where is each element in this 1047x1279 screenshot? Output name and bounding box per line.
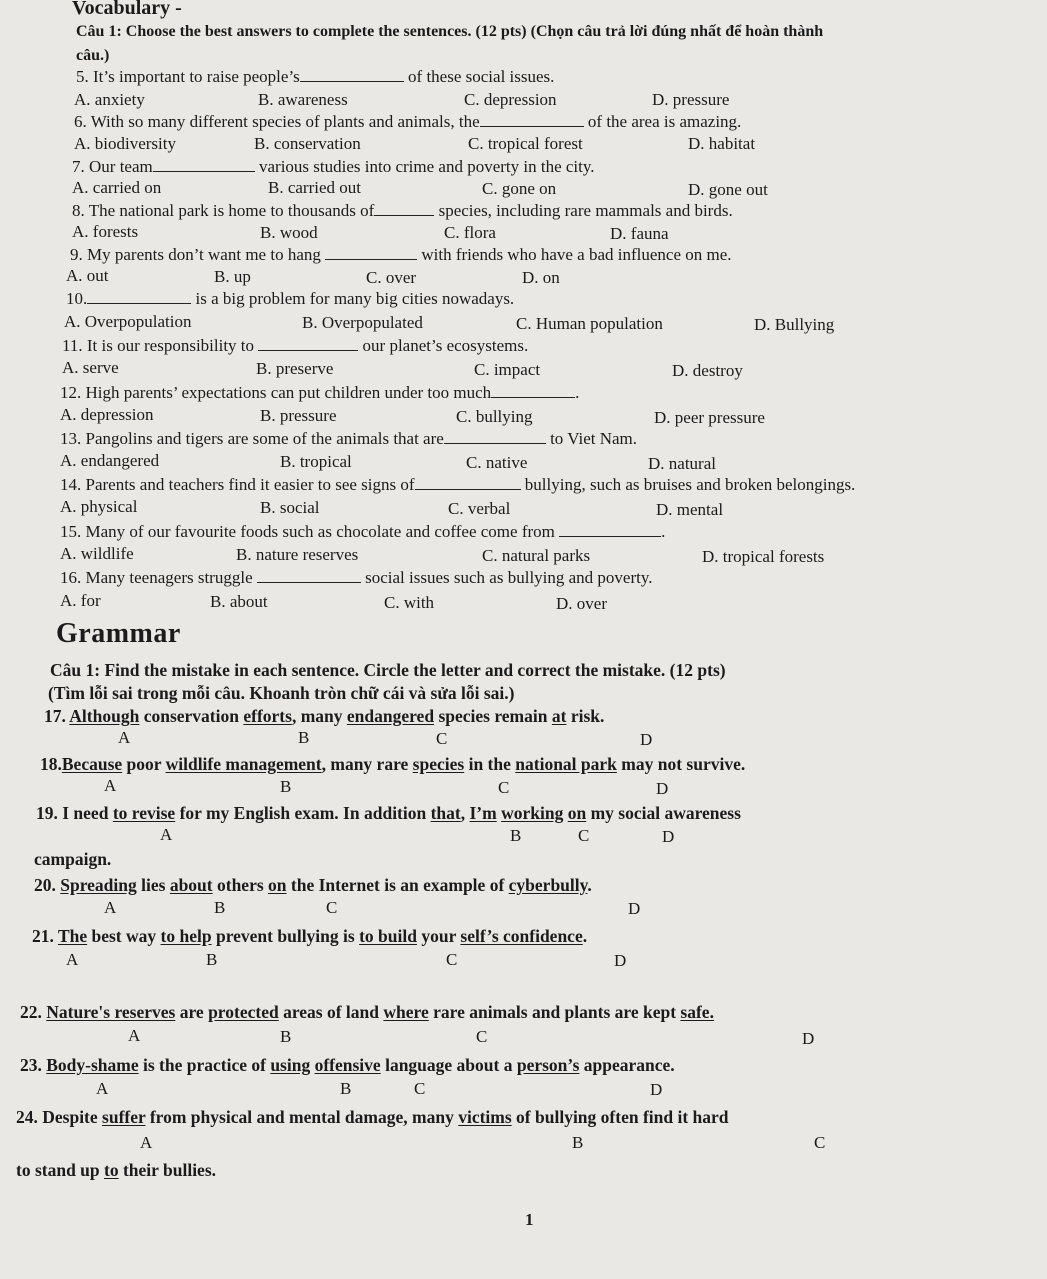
answer-blank[interactable] xyxy=(491,396,575,398)
underlined-a[interactable]: Spreading xyxy=(60,875,137,895)
option-b[interactable]: B. preserve xyxy=(256,359,334,378)
underlined-a[interactable]: suffer xyxy=(102,1107,146,1127)
letter-b[interactable]: B xyxy=(214,898,226,917)
letter-b[interactable]: B xyxy=(280,1027,292,1046)
option-c[interactable]: C. depression xyxy=(464,90,557,109)
question-22 xyxy=(20,1002,714,1022)
question-6-stem: 6. With so many different species of plants and animals, the xyxy=(74,112,480,131)
question-7 xyxy=(72,157,595,177)
question-11-stem: 11. It is our responsibility to xyxy=(62,336,255,355)
vocabulary-instruction: Câu 1: Choose the best answers to complete the sentences. (12 pts) (Chọn câu trả lời đúng nhất để hoàn thành xyxy=(76,23,824,40)
letter-a[interactable]: A xyxy=(96,1079,109,1098)
option-b[interactable]: B. wood xyxy=(260,223,318,242)
question-5-tail: of these social issues. xyxy=(408,67,555,86)
letter-d[interactable]: D xyxy=(662,827,675,846)
underlined-a[interactable]: Body-shame xyxy=(46,1055,139,1075)
option-d[interactable]: D. peer pressure xyxy=(654,408,765,427)
underlined-d[interactable]: safe. xyxy=(680,1002,714,1022)
question-15-stem: 15. Many of our favourite foods such as chocolate and coffee come from xyxy=(60,522,555,541)
underlined-b[interactable]: protected xyxy=(208,1002,279,1022)
question-17 xyxy=(44,706,604,726)
option-a[interactable]: A. endangered xyxy=(60,451,160,470)
question-13-tail: to Viet Nam. xyxy=(550,429,638,448)
text: 19. I need xyxy=(36,803,113,823)
letter-a[interactable]: A xyxy=(118,728,131,747)
option-c[interactable]: C. verbal xyxy=(448,499,511,518)
answer-blank[interactable] xyxy=(374,214,434,216)
underlined-a[interactable]: to revise xyxy=(112,803,176,823)
letter-c[interactable]: C xyxy=(414,1079,426,1098)
underlined-d[interactable]: national park xyxy=(515,754,617,774)
question-18 xyxy=(40,754,745,774)
question-6-tail: of the area is amazing. xyxy=(587,112,742,131)
letter-c[interactable]: C xyxy=(814,1133,826,1152)
question-7-stem: 7. Our team xyxy=(72,157,153,176)
text: for my English exam. In addition xyxy=(175,803,431,823)
option-b[interactable]: B. social xyxy=(260,498,320,517)
question-7-tail: various studies into crime and poverty in the city. xyxy=(258,157,595,176)
option-b[interactable]: B. awareness xyxy=(258,90,348,109)
option-a[interactable]: A. Overpopulation xyxy=(64,312,192,331)
page-number: 1 xyxy=(525,1210,534,1229)
underlined-c[interactable]: where xyxy=(383,1002,429,1022)
letter-d[interactable]: D xyxy=(640,730,653,749)
underlined-c[interactable]: on xyxy=(268,875,287,895)
vocabulary-instruction-cont: câu.) xyxy=(76,47,110,64)
underlined-d[interactable]: at xyxy=(551,706,567,726)
question-11 xyxy=(62,336,528,356)
underlined-b[interactable]: efforts xyxy=(243,706,292,726)
underlined-a[interactable]: Nature's reserves xyxy=(46,1002,176,1022)
question-8-stem: 8. The national park is home to thousands of xyxy=(72,201,375,220)
underlined-d[interactable]: self’s confidence xyxy=(460,926,583,946)
option-a[interactable]: A. biodiversity xyxy=(74,134,176,153)
text: 20. xyxy=(34,875,61,895)
option-d[interactable]: D. on xyxy=(522,268,560,287)
option-a[interactable]: A. out xyxy=(66,266,109,285)
underlined-a[interactable]: Although xyxy=(69,706,140,726)
underlined-b[interactable]: that xyxy=(430,803,461,823)
text: rare animals and plants are kept xyxy=(428,1002,681,1022)
letter-c[interactable]: C xyxy=(476,1027,488,1046)
question-19 xyxy=(36,803,741,823)
text: conservation xyxy=(139,706,244,726)
text: poor xyxy=(122,754,166,774)
letter-d[interactable]: D xyxy=(628,899,641,918)
text: others xyxy=(212,875,269,895)
text: 24. Despite xyxy=(16,1107,103,1127)
text: from physical and mental damage, many xyxy=(145,1107,459,1127)
option-b[interactable]: B. carried out xyxy=(268,178,361,197)
question-15-tail: . xyxy=(661,522,666,541)
question-13-stem: 13. Pangolins and tigers are some of the animals that are xyxy=(60,429,444,448)
letter-d[interactable]: D xyxy=(656,779,669,798)
letter-d[interactable]: D xyxy=(650,1080,663,1099)
question-14-stem: 14. Parents and teachers find it easier to see signs of xyxy=(60,475,415,494)
option-d[interactable]: D. natural xyxy=(648,454,716,473)
answer-blank[interactable] xyxy=(258,349,358,351)
question-19-cont: campaign. xyxy=(34,849,112,869)
text: in the xyxy=(464,754,516,774)
option-c[interactable]: C. tropical forest xyxy=(468,134,583,153)
text: lies xyxy=(136,875,170,895)
underlined-a[interactable]: Because xyxy=(61,754,123,774)
option-a[interactable]: A. forests xyxy=(72,222,139,241)
text: may not survive. xyxy=(616,754,746,774)
letter-a[interactable]: A xyxy=(66,950,79,969)
text: species remain xyxy=(434,706,552,726)
text: 17. xyxy=(44,706,70,726)
option-d[interactable]: D. gone out xyxy=(688,180,768,199)
text: language about a xyxy=(380,1055,517,1075)
option-d[interactable]: D. fauna xyxy=(610,224,669,243)
option-c[interactable]: C. bullying xyxy=(456,407,533,426)
grammar-instruction-vi: (Tìm lỗi sai trong mỗi câu. Khoanh tròn chữ cái và sửa lỗi sai.) xyxy=(48,683,515,703)
question-13 xyxy=(60,429,637,449)
option-b[interactable]: B. nature reserves xyxy=(236,545,359,564)
underlined-c[interactable]: endangered xyxy=(346,706,435,726)
option-c[interactable]: C. gone on xyxy=(482,179,557,198)
underlined-b[interactable]: wildlife management xyxy=(165,754,322,774)
underlined-c[interactable]: species xyxy=(412,754,465,774)
option-d[interactable]: D. habitat xyxy=(688,134,756,153)
answer-blank[interactable] xyxy=(559,535,661,537)
text: your xyxy=(416,926,461,946)
option-a[interactable]: A. physical xyxy=(60,497,138,516)
vocabulary-title: Vocabulary - xyxy=(72,0,182,19)
text: , xyxy=(460,803,470,823)
letter-b[interactable]: B xyxy=(510,826,522,845)
option-c[interactable]: C. flora xyxy=(444,223,496,242)
text: prevent bullying is xyxy=(211,926,360,946)
text: 18. xyxy=(40,754,62,774)
grammar-title: Grammar xyxy=(56,618,181,649)
option-d[interactable]: D. over xyxy=(556,594,607,613)
question-14-tail: bullying, such as bruises and broken belongings. xyxy=(524,475,856,494)
option-c[interactable]: C. Human population xyxy=(516,314,663,333)
answer-blank[interactable] xyxy=(257,581,361,583)
text: their bullies. xyxy=(118,1160,217,1180)
option-b[interactable]: B. about xyxy=(210,592,268,611)
letter-b[interactable]: B xyxy=(298,728,310,747)
option-c[interactable]: C. with xyxy=(384,593,435,612)
letter-b[interactable]: B xyxy=(206,950,218,969)
letter-d[interactable]: D xyxy=(802,1029,815,1048)
option-c[interactable]: C. natural parks xyxy=(482,546,591,565)
text: , many rare xyxy=(321,754,413,774)
letter-c[interactable]: C xyxy=(498,778,510,797)
underlined-c2[interactable]: working xyxy=(501,803,564,823)
question-10-tail: is a big problem for many big cities nowadays. xyxy=(195,289,515,308)
question-16-tail: social issues such as bullying and poverty. xyxy=(365,568,653,587)
question-12 xyxy=(60,383,579,403)
letter-c[interactable]: C xyxy=(436,729,448,748)
option-a[interactable]: A. serve xyxy=(62,358,119,377)
question-14 xyxy=(60,475,855,495)
text: risk. xyxy=(566,706,605,726)
question-15 xyxy=(60,522,665,542)
question-21 xyxy=(32,926,587,946)
answer-blank[interactable] xyxy=(480,125,584,127)
letter-b[interactable]: B xyxy=(340,1079,352,1098)
underlined-c1[interactable]: I’m xyxy=(469,803,497,823)
option-b[interactable]: B. up xyxy=(214,267,251,286)
letter-a[interactable]: A xyxy=(140,1133,153,1152)
letter-c[interactable]: C xyxy=(326,898,338,917)
text: my social awareness xyxy=(586,803,741,823)
question-10 xyxy=(66,289,514,309)
underlined-b[interactable]: about xyxy=(169,875,213,895)
question-5-stem: 5. It’s important to raise people’s xyxy=(76,67,300,86)
answer-blank[interactable] xyxy=(325,258,417,260)
text: best way xyxy=(87,926,161,946)
underlined-c[interactable]: to build xyxy=(359,926,417,946)
text: 22. xyxy=(20,1002,47,1022)
letter-a[interactable]: A xyxy=(160,825,173,844)
underlined-b[interactable]: victims xyxy=(458,1107,512,1127)
underlined-d[interactable]: on xyxy=(567,803,587,823)
question-6 xyxy=(74,112,741,132)
text: are xyxy=(175,1002,209,1022)
text: , many xyxy=(291,706,347,726)
option-d[interactable]: D. destroy xyxy=(672,361,743,380)
question-24-cont xyxy=(16,1160,216,1180)
text: . xyxy=(587,875,592,895)
option-b[interactable]: B. tropical xyxy=(280,452,352,471)
option-a[interactable]: A. carried on xyxy=(72,178,162,197)
letter-c[interactable]: C xyxy=(446,950,458,969)
question-11-tail: our planet’s ecosystems. xyxy=(362,336,529,355)
text: 21. xyxy=(32,926,58,946)
option-b[interactable]: B. conservation xyxy=(254,134,361,153)
answer-blank[interactable] xyxy=(153,170,255,172)
text: . xyxy=(582,926,588,946)
question-12-tail: . xyxy=(575,383,580,402)
letter-a[interactable]: A xyxy=(104,898,117,917)
question-10-stem: 10. xyxy=(66,289,88,308)
text: the Internet is an example of xyxy=(286,875,509,895)
question-24 xyxy=(16,1107,729,1127)
option-c[interactable]: C. native xyxy=(466,453,528,472)
option-a[interactable]: A. wildlife xyxy=(60,544,134,563)
answer-blank[interactable] xyxy=(87,302,191,304)
question-16 xyxy=(60,568,653,588)
option-d[interactable]: D. Bullying xyxy=(754,315,835,334)
option-b[interactable]: B. pressure xyxy=(260,406,337,425)
option-a[interactable]: A. anxiety xyxy=(74,90,145,109)
question-9-stem: 9. My parents don’t want me to hang xyxy=(70,245,321,264)
underlined-a[interactable]: The xyxy=(57,926,88,946)
letter-a[interactable]: A xyxy=(128,1026,141,1045)
question-9-tail: with friends who have a bad influence on me. xyxy=(421,245,732,264)
question-12-stem: 12. High parents’ expectations can put children under too much xyxy=(60,383,492,402)
answer-blank[interactable] xyxy=(300,80,404,82)
underlined-b[interactable]: using xyxy=(270,1055,311,1075)
text: to stand up xyxy=(16,1160,105,1180)
question-8-tail: species, including rare mammals and birds. xyxy=(438,201,733,220)
question-16-stem: 16. Many teenagers struggle xyxy=(60,568,253,587)
text: appearance. xyxy=(579,1055,675,1075)
option-a[interactable]: A. for xyxy=(60,591,101,610)
option-d[interactable]: D. tropical forests xyxy=(702,547,825,566)
letter-a[interactable]: A xyxy=(104,776,117,795)
text: is the practice of xyxy=(138,1055,271,1075)
answer-blank[interactable] xyxy=(415,488,521,490)
option-d[interactable]: D. pressure xyxy=(652,90,730,109)
option-c[interactable]: C. impact xyxy=(474,360,541,379)
letter-b[interactable]: B xyxy=(280,777,292,796)
letter-d[interactable]: D xyxy=(614,951,627,970)
grammar-instruction: Câu 1: Find the mistake in each sentence. Circle the letter and correct the mistake. (12 pts) xyxy=(50,660,726,680)
option-d[interactable]: D. mental xyxy=(656,500,724,519)
letter-b[interactable]: B xyxy=(572,1133,584,1152)
answer-blank[interactable] xyxy=(444,442,546,444)
option-a[interactable]: A. depression xyxy=(60,405,154,424)
question-5 xyxy=(76,67,554,87)
option-b[interactable]: B. Overpopulated xyxy=(302,313,423,332)
question-23 xyxy=(20,1055,675,1075)
underlined-b[interactable]: to help xyxy=(160,926,212,946)
underlined-c[interactable]: offensive xyxy=(314,1055,381,1075)
underlined-d[interactable]: to xyxy=(104,1160,119,1180)
text: 23. xyxy=(20,1055,47,1075)
underlined-d[interactable]: cyberbully xyxy=(508,875,588,895)
text: areas of land xyxy=(278,1002,384,1022)
letter-c[interactable]: C xyxy=(578,826,590,845)
underlined-d[interactable]: person’s xyxy=(516,1055,580,1075)
question-8 xyxy=(72,201,733,221)
option-c[interactable]: C. over xyxy=(366,268,417,287)
text: of bullying often find it hard xyxy=(511,1107,729,1127)
question-20 xyxy=(34,875,592,895)
question-9 xyxy=(70,245,732,265)
